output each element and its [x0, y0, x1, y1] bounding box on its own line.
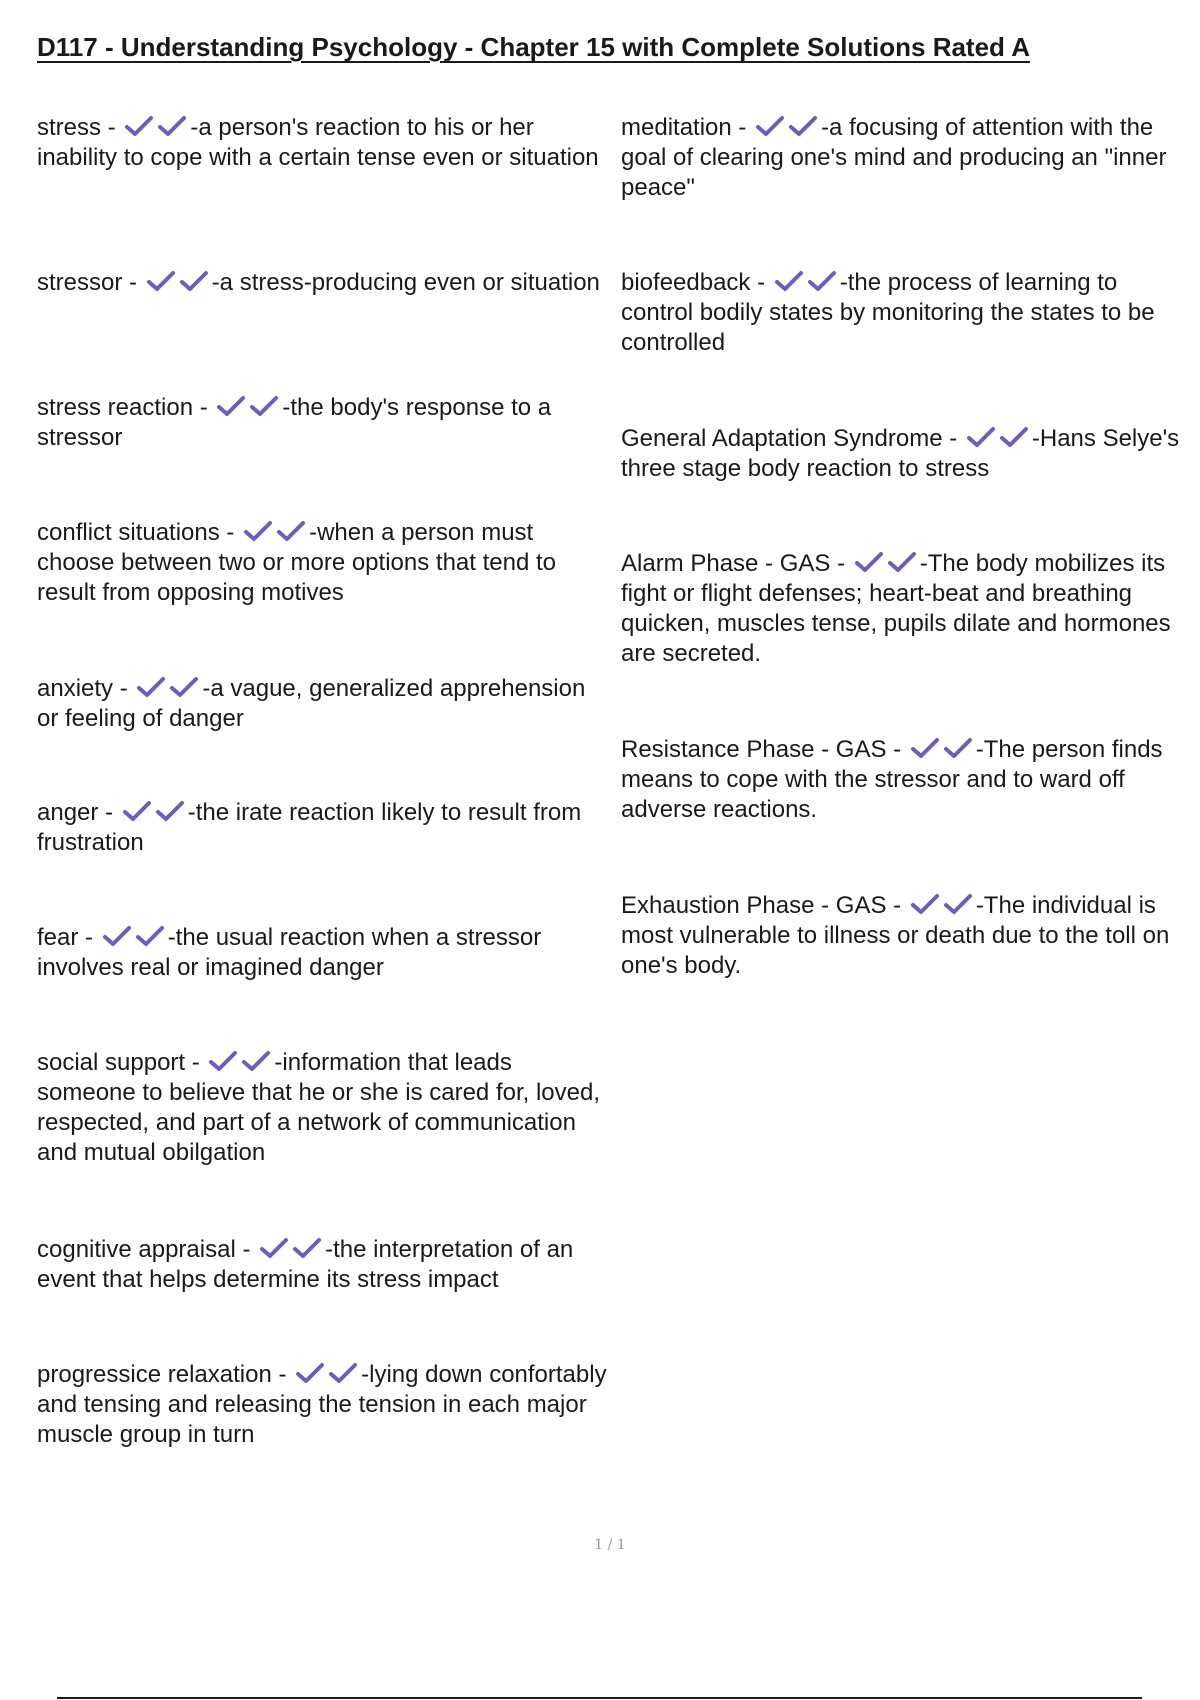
- entry-resistance-phase: Resistance Phase - GAS - -The person finds means to cope with the stressor and to ward off adverse reactions.: [621, 736, 1163, 823]
- entry-term: Resistance Phase - GAS: [621, 736, 887, 763]
- entry-anger: anger - -the irate reaction likely to result from frustration: [37, 799, 582, 856]
- entry-stressor: stressor - -a stress-producing even or situation: [37, 269, 600, 296]
- double-checkmark-icon: [966, 425, 1030, 449]
- entry-definition: -information that leads someone to believe that he or she is cared for, loved, respected, and part of a network of communication and mutual obilgation: [37, 1049, 601, 1166]
- entry-term: cognitive appraisal: [37, 1236, 236, 1263]
- entry-definition: -a person's reaction to his or her inability to cope with a certain tense even or situation: [37, 114, 599, 171]
- double-checkmark-icon: [146, 269, 210, 293]
- double-checkmark-icon: [854, 550, 918, 574]
- entry-progressive-relaxation: progressice relaxation - -lying down confortably and tensing and releasing the tension in each major muscle group in turn: [37, 1361, 607, 1448]
- double-checkmark-icon: [755, 114, 819, 138]
- entry-anxiety: anxiety - -a vague, generalized apprehension or feeling of danger: [37, 675, 586, 732]
- entry-cognitive-appraisal: cognitive appraisal - -the interpretation of an event that helps determine its stress impact: [37, 1236, 574, 1293]
- page-number: 1 / 1: [594, 1537, 626, 1553]
- entry-meditation: meditation - -a focusing of attention with the goal of clearing one's mind and producing an "inner peace": [621, 114, 1167, 201]
- entry-definition: -The body mobilizes its fight or flight defenses; heart-beat and breathing quicken, muscles tense, pupils dilate and hormones are secreted.: [621, 550, 1171, 667]
- entry-definition: -Hans Selye's three stage body reaction to stress: [621, 425, 1180, 482]
- entry-social-support: social support - -information that leads someone to believe that he or she is cared for, loved, respected, and part of a network of communication and mutual obilgation: [37, 1049, 601, 1166]
- entry-term: anxiety: [37, 675, 114, 702]
- entry-general-adaptation-syndrome: General Adaptation Syndrome - -Hans Selye's three stage body reaction to stress: [621, 425, 1180, 482]
- entry-definition: -The person finds means to cope with the stressor and to ward off adverse reactions.: [621, 736, 1163, 823]
- double-checkmark-icon: [216, 394, 280, 418]
- double-checkmark-icon: [102, 924, 166, 948]
- entry-definition: -the interpretation of an event that helps determine its stress impact: [37, 1236, 574, 1293]
- entry-definition: -lying down confortably and tensing and releasing the tension in each major muscle group in turn: [37, 1361, 607, 1448]
- entry-definition: -when a person must choose between two or more options that tend to result from opposing motives: [37, 519, 556, 606]
- entry-term: Exhaustion Phase - GAS: [621, 892, 887, 919]
- entry-term: General Adaptation Syndrome: [621, 425, 943, 452]
- footer-divider: [57, 1697, 1142, 1699]
- entry-term: fear: [37, 924, 79, 951]
- entry-term: progressice relaxation: [37, 1361, 272, 1388]
- entry-fear: fear - -the usual reaction when a stressor involves real or imagined danger: [37, 924, 542, 981]
- double-checkmark-icon: [295, 1361, 359, 1385]
- entry-term: biofeedback: [621, 269, 751, 296]
- entry-definition: -a stress-producing even or situation: [211, 269, 600, 296]
- double-checkmark-icon: [243, 519, 307, 543]
- double-checkmark-icon: [910, 736, 974, 760]
- entry-term: meditation: [621, 114, 732, 141]
- entry-stress-reaction: stress reaction - -the body's response to a stressor: [37, 394, 552, 451]
- entry-definition: -The individual is most vulnerable to illness or death due to the toll on one's body.: [621, 892, 1170, 979]
- entry-term: stress: [37, 114, 102, 141]
- double-checkmark-icon: [124, 114, 188, 138]
- double-checkmark-icon: [259, 1236, 323, 1260]
- entry-definition: -a vague, generalized apprehension or feeling of danger: [37, 675, 586, 732]
- double-checkmark-icon: [122, 799, 186, 823]
- entry-definition: -the irate reaction likely to result from frustration: [37, 799, 582, 856]
- double-checkmark-icon: [136, 675, 200, 699]
- entry-definition: -a focusing of attention with the goal of clearing one's mind and producing an "inner peace": [621, 114, 1167, 201]
- entry-term: stressor: [37, 269, 123, 296]
- entry-biofeedback: biofeedback - -the process of learning to control bodily states by monitoring the states to be controlled: [621, 269, 1155, 356]
- entry-conflict-situations: conflict situations - -when a person must choose between two or more options that tend to result from opposing motives: [37, 519, 556, 606]
- double-checkmark-icon: [910, 892, 974, 916]
- document-title: D117 - Understanding Psychology - Chapter 15 with Complete Solutions Rated A: [37, 32, 1030, 62]
- entry-term: anger: [37, 799, 99, 826]
- entry-definition: -the usual reaction when a stressor involves real or imagined danger: [37, 924, 542, 981]
- entry-stress: stress - -a person's reaction to his or her inability to cope with a certain tense even or situation: [37, 114, 599, 171]
- entry-definition: -the body's response to a stressor: [37, 394, 552, 451]
- entry-term: stress reaction: [37, 394, 194, 421]
- entry-term: social support: [37, 1049, 186, 1076]
- entry-definition: -the process of learning to control bodily states by monitoring the states to be controlled: [621, 269, 1155, 356]
- entry-alarm-phase: Alarm Phase - GAS - -The body mobilizes its fight or flight defenses; heart-beat and breathing quicken, muscles tense, pupils dilate and hormones are secreted.: [621, 550, 1171, 667]
- double-checkmark-icon: [774, 269, 838, 293]
- entry-term: Alarm Phase - GAS: [621, 550, 831, 577]
- entry-term: conflict situations: [37, 519, 220, 546]
- entry-exhaustion-phase: Exhaustion Phase - GAS - -The individual is most vulnerable to illness or death due to the toll on one's body.: [621, 892, 1170, 979]
- double-checkmark-icon: [208, 1049, 272, 1073]
